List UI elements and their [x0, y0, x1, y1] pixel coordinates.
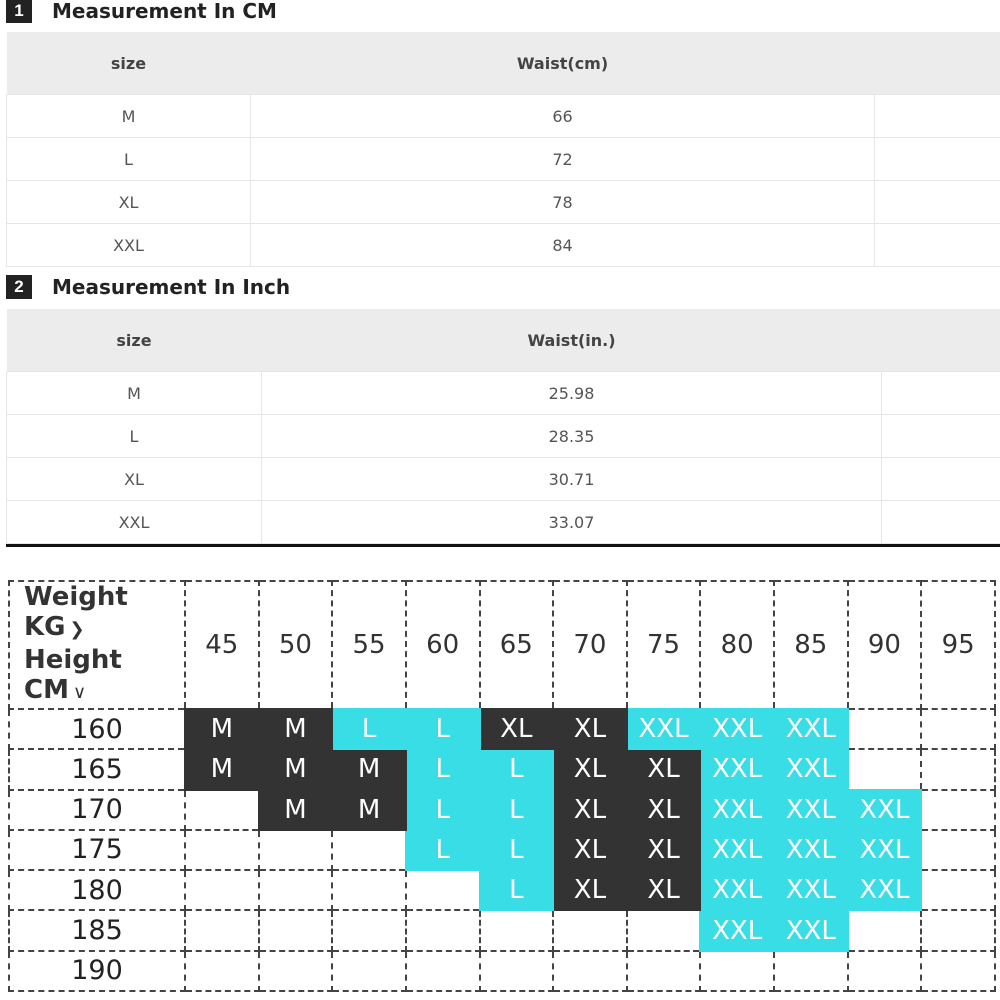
empty-cell [332, 830, 406, 870]
size-recommendation-cell: XXL [700, 790, 774, 830]
size-recommendation-cell: L [332, 709, 406, 749]
blank-cell [875, 138, 1000, 181]
height-cell: 170 [9, 790, 185, 830]
empty-cell [185, 951, 259, 991]
size-recommendation-cell: XXL [848, 870, 922, 910]
size-recommendation-cell: M [259, 790, 333, 830]
empty-cell [774, 951, 848, 991]
empty-cell [185, 870, 259, 910]
size-cell: XL [7, 458, 262, 501]
waist-cell: 72 [251, 138, 875, 181]
column-header-waist: Waist(cm) [251, 32, 875, 95]
height-cell: 190 [9, 951, 185, 991]
empty-cell [848, 709, 922, 749]
empty-cell [553, 951, 627, 991]
size-recommendation-cell: XXL [700, 870, 774, 910]
size-recommendation-cell: XL [553, 870, 627, 910]
waist-cell: 25.98 [262, 372, 882, 415]
weight-header-cell: 65 [480, 581, 554, 709]
size-recommendation-cell: XL [627, 830, 701, 870]
size-recommendation-cell: XL [553, 749, 627, 789]
empty-cell [627, 951, 701, 991]
size-recommendation-cell: XXL [700, 709, 774, 749]
size-recommendation-cell: L [480, 830, 554, 870]
empty-cell [921, 749, 995, 789]
blank-cell [875, 95, 1000, 138]
table-row [7, 458, 1000, 501]
inch-measurement-table [6, 309, 1000, 544]
empty-cell [406, 910, 480, 950]
weight-header-cell: 75 [627, 581, 701, 709]
blank-cell [882, 458, 1000, 501]
empty-cell [848, 910, 922, 950]
empty-cell [259, 951, 333, 991]
size-recommendation-cell: XXL [700, 749, 774, 789]
size-recommendation-cell: L [406, 749, 480, 789]
empty-cell [259, 830, 333, 870]
size-recommendation-cell: XXL [774, 870, 848, 910]
size-recommendation-cell: M [259, 709, 333, 749]
empty-cell [332, 910, 406, 950]
height-cell: 180 [9, 870, 185, 910]
size-recommendation-cell: M [185, 749, 259, 789]
size-cell: XXL [7, 224, 251, 267]
column-header-blank [875, 32, 1000, 95]
empty-cell [921, 910, 995, 950]
empty-cell [848, 749, 922, 789]
size-recommendation-cell: M [185, 709, 259, 749]
size-recommendation-cell: L [406, 830, 480, 870]
empty-cell [259, 910, 333, 950]
size-recommendation-cell: XXL [774, 830, 848, 870]
empty-cell [921, 709, 995, 749]
empty-cell [185, 790, 259, 830]
empty-cell [332, 951, 406, 991]
section-1-title [6, 0, 277, 24]
empty-cell [921, 951, 995, 991]
empty-cell [259, 870, 333, 910]
size-recommendation-cell: XXL [700, 910, 774, 950]
size-recommendation-cell: XXL [774, 749, 848, 789]
height-row [9, 709, 995, 749]
size-recommendation-cell: L [406, 790, 480, 830]
section-2-heading: Measurement In Inch [52, 275, 291, 299]
size-recommendation-cell: XL [553, 830, 627, 870]
height-cell: 185 [9, 910, 185, 950]
height-cell: 165 [9, 749, 185, 789]
empty-cell [700, 951, 774, 991]
weight-header-cell: 55 [332, 581, 406, 709]
blank-cell [882, 372, 1000, 415]
height-axis-label: Height CM [24, 645, 122, 705]
weight-axis-label: Weight KG [24, 582, 128, 642]
size-recommendation-cell: XL [553, 790, 627, 830]
size-cell: XXL [7, 501, 262, 544]
empty-cell [553, 910, 627, 950]
empty-cell [480, 951, 554, 991]
waist-cell: 66 [251, 95, 875, 138]
size-recommendation-cell: XL [480, 709, 554, 749]
size-recommendation-cell: XL [627, 870, 701, 910]
waist-cell: 78 [251, 181, 875, 224]
size-recommendation-cell: L [406, 709, 480, 749]
empty-cell [921, 830, 995, 870]
empty-cell [406, 951, 480, 991]
table-row [7, 181, 1000, 224]
table-row [7, 95, 1000, 138]
weight-header-cell: 90 [848, 581, 922, 709]
size-recommendation-cell: M [332, 749, 406, 789]
table-row [7, 138, 1000, 181]
empty-cell [332, 870, 406, 910]
empty-cell [848, 951, 922, 991]
chevron-down-icon: ∨ [72, 682, 87, 703]
column-header-size: size [7, 32, 251, 95]
table-header-row [7, 309, 1000, 372]
waist-cell: 84 [251, 224, 875, 267]
height-row [9, 910, 995, 950]
size-recommendation-cell: XXL [774, 910, 848, 950]
size-cell: M [7, 95, 251, 138]
blank-cell [882, 415, 1000, 458]
height-row [9, 830, 995, 870]
section-1-number-badge: 1 [6, 0, 32, 23]
size-recommendation-cell: L [480, 870, 554, 910]
size-cell: L [7, 138, 251, 181]
weight-header-cell: 45 [185, 581, 259, 709]
waist-cell: 30.71 [262, 458, 882, 501]
weight-header-cell: 60 [406, 581, 480, 709]
empty-cell [480, 910, 554, 950]
empty-cell [185, 830, 259, 870]
size-recommendation-cell: XL [553, 709, 627, 749]
height-row [9, 749, 995, 789]
size-recommendation-cell: XXL [627, 709, 701, 749]
waist-cell: 33.07 [262, 501, 882, 544]
grid-corner-label [9, 581, 185, 709]
cm-measurement-table [6, 32, 1000, 267]
size-recommendation-cell: XXL [700, 830, 774, 870]
size-recommendation-cell: M [332, 790, 406, 830]
section-2-number-badge: 2 [6, 275, 32, 299]
column-header-blank [882, 309, 1000, 372]
empty-cell [406, 870, 480, 910]
table-row [7, 415, 1000, 458]
section-divider [6, 544, 1000, 547]
weight-header-cell: 50 [259, 581, 333, 709]
size-cell: L [7, 415, 262, 458]
size-recommendation-cell: M [259, 749, 333, 789]
empty-cell [921, 790, 995, 830]
size-recommendation-cell: XXL [848, 790, 922, 830]
size-recommendation-cell: XXL [774, 790, 848, 830]
height-cell: 160 [9, 709, 185, 749]
empty-cell [185, 910, 259, 950]
height-row [9, 951, 995, 991]
weight-height-size-grid [8, 580, 996, 992]
size-recommendation-cell: XXL [774, 709, 848, 749]
table-row [7, 501, 1000, 544]
blank-cell [882, 501, 1000, 544]
blank-cell [875, 224, 1000, 267]
section-1-heading: Measurement In CM [52, 0, 277, 23]
blank-cell [875, 181, 1000, 224]
size-cell: XL [7, 181, 251, 224]
chevron-right-icon: ❯ [69, 619, 85, 640]
empty-cell [921, 870, 995, 910]
column-header-size: size [7, 309, 262, 372]
waist-cell: 28.35 [262, 415, 882, 458]
size-recommendation-cell: XL [627, 790, 701, 830]
column-header-waist: Waist(in.) [262, 309, 882, 372]
section-2-title [6, 274, 290, 300]
weight-header-cell: 95 [921, 581, 995, 709]
weight-header-cell: 85 [774, 581, 848, 709]
weight-header-cell: 70 [553, 581, 627, 709]
empty-cell [627, 910, 701, 950]
size-recommendation-cell: XL [627, 749, 701, 789]
table-header-row [7, 32, 1000, 95]
size-recommendation-cell: XXL [848, 830, 922, 870]
weight-header-row [9, 581, 995, 709]
height-cell: 175 [9, 830, 185, 870]
height-row [9, 870, 995, 910]
size-recommendation-cell: L [480, 790, 554, 830]
table-row [7, 224, 1000, 267]
weight-header-cell: 80 [700, 581, 774, 709]
size-cell: M [7, 372, 262, 415]
table-row [7, 372, 1000, 415]
height-row [9, 790, 995, 830]
size-recommendation-cell: L [480, 749, 554, 789]
